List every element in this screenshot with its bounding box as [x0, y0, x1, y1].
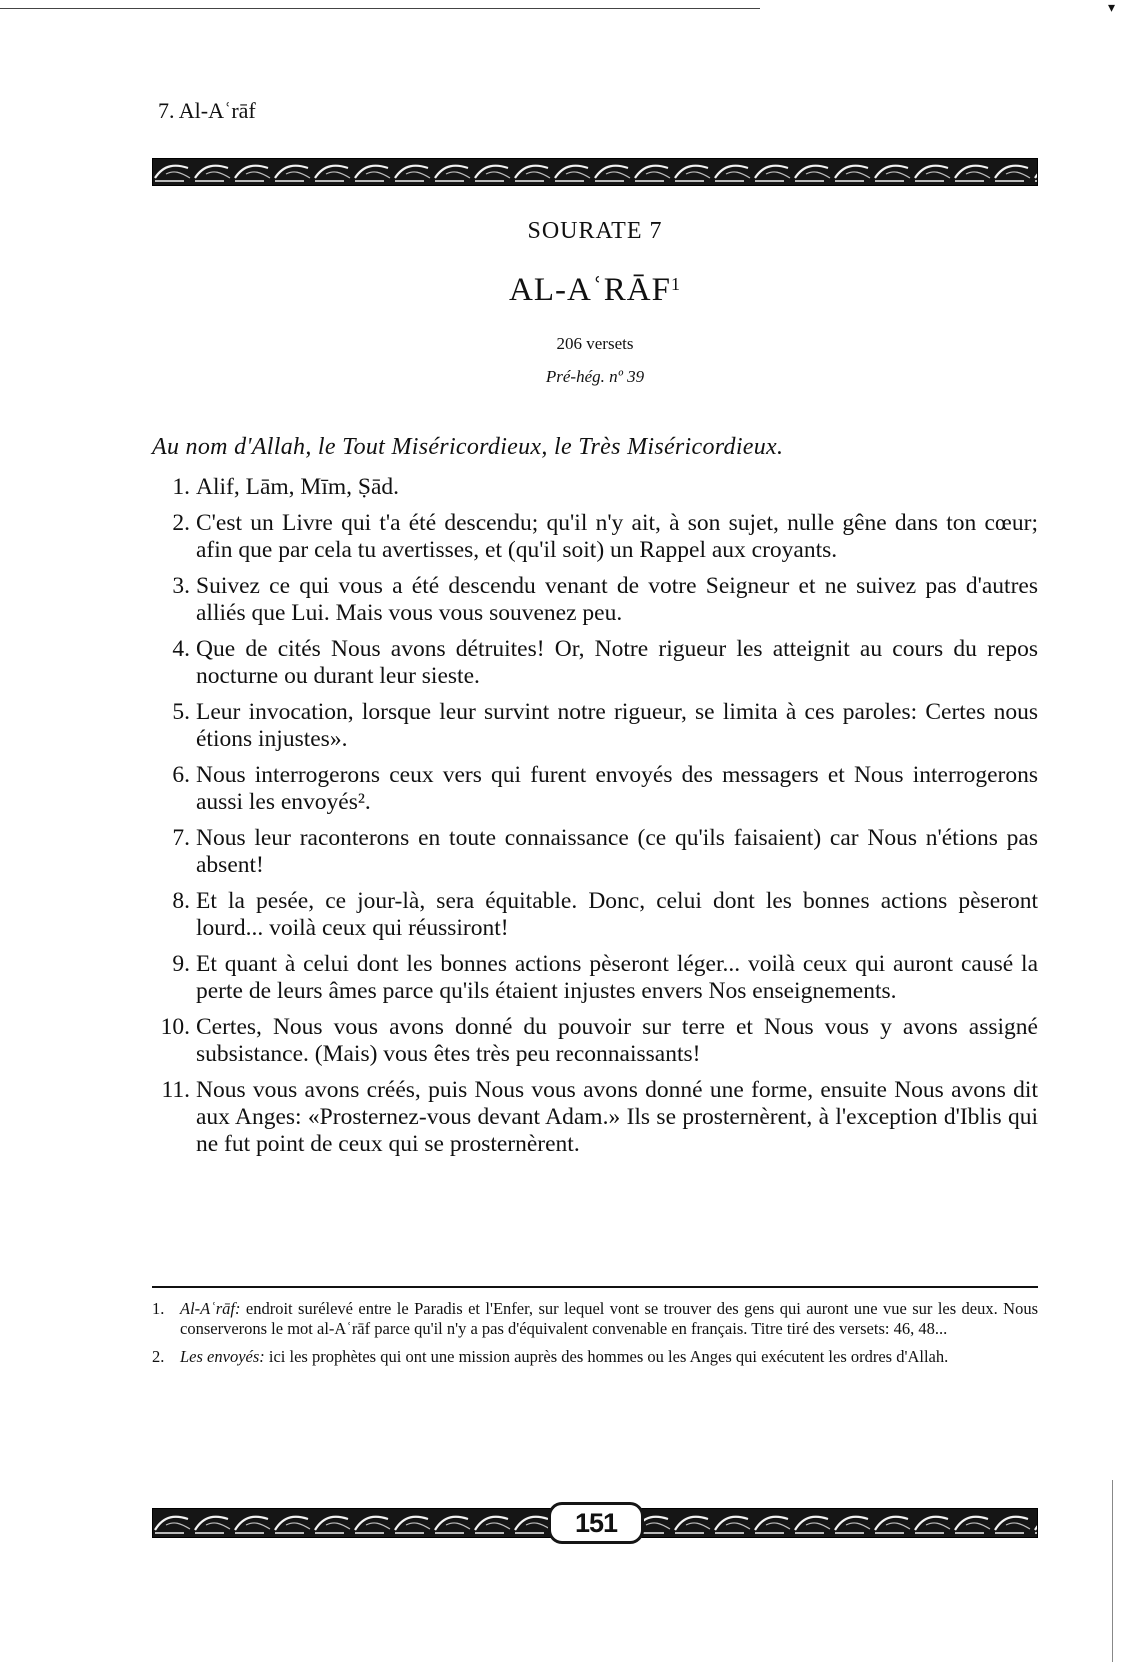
sura-name-footnote-ref: 1 [671, 274, 681, 294]
verse-text: Que de cités Nous avons détruites! Or, Notre rigueur les atteignit au cours du repos nocturne ou durant leur sieste. [196, 636, 1038, 689]
verse-text: Alif, Lām, Mīm, Ṣād. [196, 474, 399, 500]
footnote-term: Les envoyés: [180, 1347, 265, 1366]
verse-item [152, 510, 1038, 564]
verse-number: 4. [172, 636, 190, 662]
footnote-item [152, 1299, 1038, 1339]
verse-number: 11. [161, 1077, 190, 1103]
footnote-number: 2. [152, 1347, 165, 1366]
verse-item [152, 573, 1038, 627]
ornament-pattern-top [152, 158, 1038, 186]
verse-item [152, 699, 1038, 753]
verse-number: 3. [172, 573, 190, 599]
verse-text: Nous leur raconterons en toute connaissance (ce qu'ils faisaient) car Nous n'étions pas absent! [196, 825, 1038, 878]
footnote-body [180, 1299, 1038, 1339]
verse-number: 2. [172, 510, 190, 536]
footnote-term: Al-Aʿrāf: [180, 1299, 241, 1318]
verse-text: C'est un Livre qui t'a été descendu; qu'il n'y ait, à son sujet, nulle gêne dans ton cœur; afin que par cela tu avertisses, et (qu'il soit) un Rappel aux croyants. [196, 510, 1038, 563]
verse-number: 6. [172, 762, 190, 788]
footnote-separator [152, 1286, 1038, 1288]
verse-item [152, 825, 1038, 879]
footnotes [152, 1299, 1038, 1375]
verse-number: 5. [172, 699, 190, 725]
ornamental-band-top [152, 158, 1038, 186]
scan-right-edge-line [1112, 1480, 1113, 1662]
revelation-period: Pré-hég. nº 39 [545, 367, 645, 386]
verse-text: Leur invocation, lorsque leur survint notre rigueur, se limita à ces paroles: Certes nous étions injustes». [196, 699, 1038, 752]
verse-text: Suivez ce qui vous a été descendu venant de votre Seigneur et ne suivez pas d'autres alliés que Lui. Mais vous vous souvenez peu. [196, 573, 1038, 626]
basmala: Au nom d'Allah, le Tout Miséricordieux, le Très Miséricordieux. [152, 434, 784, 460]
sura-name-heading [152, 272, 1038, 309]
verse-count: 206 versets [556, 334, 634, 353]
verse-item [152, 636, 1038, 690]
verse-number: 7. [172, 825, 190, 851]
footnote-body [180, 1347, 1038, 1367]
scan-corner-mark: ▾ [1108, 1, 1116, 16]
verse-number: 1. [172, 474, 190, 500]
verse-list [152, 474, 1038, 1167]
verse-text: Et quant à celui dont les bonnes actions pèseront léger... voilà ceux qui auront causé la perte de leurs âmes parce qu'ils étaient injustes envers Nos enseignements. [196, 951, 1038, 1004]
footnote-text: ici les prophètes qui ont une mission auprès des hommes ou les Anges qui exécutent les ordres d'Allah. [268, 1347, 949, 1366]
verse-text: Nous vous avons créés, puis Nous vous avons donné une forme, ensuite Nous avons dit aux Anges: «Prosternez-vous devant Adam.» Ils se prosternèrent, à l'exception d'Iblis qui ne fut point de ceux qui se prosternèrent. [196, 1077, 1038, 1157]
verse-item [152, 1077, 1038, 1158]
verse-item [152, 888, 1038, 942]
verse-text: Certes, Nous vous avons donné du pouvoir sur terre et Nous vous y avons assigné subsistance. (Mais) vous êtes très peu reconnaissants! [196, 1014, 1038, 1067]
verse-item [152, 1014, 1038, 1068]
verse-item [152, 474, 1038, 501]
verse-text: Et la pesée, ce jour-là, sera équitable. Donc, celui dont les bonnes actions pèseront lourd... voilà ceux qui réussiront! [196, 888, 1038, 941]
scan-top-edge-line [0, 8, 760, 9]
verse-text: Nous interrogerons ceux vers qui furent envoyés des messagers et Nous interrogerons aussi les envoyés². [196, 762, 1038, 815]
footnote-item [152, 1347, 1038, 1367]
verse-number: 8. [172, 888, 190, 914]
footnote-number: 1. [152, 1299, 165, 1318]
footnote-text: endroit surélevé entre le Paradis et l'Enfer, sur lequel vont se trouver des gens qui auront une vue sur les deux. Nous conserverons le mot al-Aʿrāf parce qu'il n'y a pas d'équivalent convenable en français. Titre tiré des versets: 46, 48... [180, 1299, 1038, 1338]
sourate-label: SOURATE 7 [527, 218, 663, 244]
sura-name: AL-AʿRĀF [509, 272, 671, 308]
verse-item [152, 951, 1038, 1005]
verse-number: 10. [160, 1014, 190, 1040]
page-number: 151 [548, 1502, 644, 1544]
running-head: 7. Al-Aʿrāf [158, 98, 256, 123]
verse-number: 9. [172, 951, 190, 977]
verse-item [152, 762, 1038, 816]
